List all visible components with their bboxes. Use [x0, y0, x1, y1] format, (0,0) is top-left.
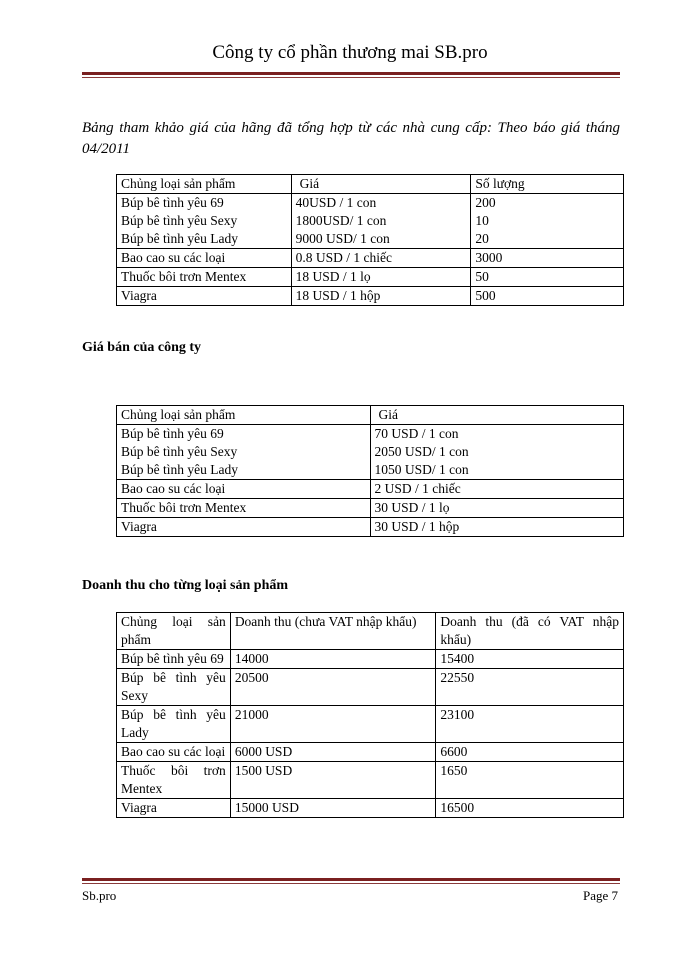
table-cell: 20500: [230, 669, 436, 706]
table-row: [117, 425, 624, 480]
column-header: Doanh thu (chưa VAT nhập khẩu): [230, 613, 436, 650]
table-cell: [370, 425, 624, 480]
table-row: [117, 287, 624, 306]
table-row: [117, 669, 624, 706]
table-cell: 18 USD / 1 hộp: [291, 287, 471, 306]
table-row: [117, 518, 624, 537]
cell-line: 40USD / 1 con: [295, 195, 377, 210]
intro-paragraph: Bảng tham khảo giá của hãng đã tổng hợp từ các nhà cung cấp: Theo báo giá tháng 04/2011: [82, 120, 620, 157]
cell-line: 2050 USD/ 1 con: [374, 444, 469, 459]
footer-rule-thin: [82, 883, 620, 884]
table-cell: Bao cao su các loại: [117, 480, 371, 499]
table-row: [117, 268, 624, 287]
cell-line: 20: [475, 231, 489, 246]
table-row: [117, 650, 624, 669]
table-cell: 18 USD / 1 lọ: [291, 268, 471, 287]
table-cell: 30 USD / 1 lọ: [370, 499, 624, 518]
column-header: Chủng loại sản phẩm: [117, 613, 231, 650]
table-cell: Bao cao su các loại: [117, 743, 231, 762]
footer-rule-thick: [82, 878, 620, 881]
cell-line: Búp bê tình yêu 69: [121, 195, 224, 210]
table-cell: 14000: [230, 650, 436, 669]
table-cell: 0.8 USD / 1 chiếc: [291, 249, 471, 268]
table-cell: [117, 194, 292, 249]
table-cell: [117, 425, 371, 480]
table-cell: Thuốc bôi trơn Mentex: [117, 268, 292, 287]
cell-line: 10: [475, 213, 489, 228]
table-row: [117, 499, 624, 518]
table-cell: 500: [471, 287, 624, 306]
cell-line: Búp bê tình yêu Sexy: [121, 213, 238, 228]
table-header-row: [117, 613, 624, 650]
column-header: Chủng loại sản phẩm: [117, 175, 292, 194]
table-cell: Thuốc bôi trơn Mentex: [117, 499, 371, 518]
column-header: Chủng loại sản phẩm: [117, 406, 371, 425]
header-rule-thin: [82, 77, 620, 78]
table-cell: [291, 194, 471, 249]
table-cell: 22550: [436, 669, 624, 706]
column-header: Số lượng: [471, 175, 624, 194]
table-cell: 21000: [230, 706, 436, 743]
reference-price-table: [116, 174, 624, 306]
cell-line: 1800USD/ 1 con: [295, 213, 387, 228]
cell-line: Búp bê tình yêu Lady: [121, 462, 238, 477]
table-cell: 3000: [471, 249, 624, 268]
cell-line: Búp bê tình yêu 69: [121, 426, 224, 441]
table-cell: 50: [471, 268, 624, 287]
header-rule-thick: [82, 72, 620, 75]
cell-line: 9000 USD/ 1 con: [295, 231, 390, 246]
table-row: [117, 762, 624, 799]
table-row: [117, 799, 624, 818]
revenue-table: [116, 612, 624, 818]
table-header-row: [117, 175, 624, 194]
table-row: [117, 249, 624, 268]
table-cell: Viagra: [117, 287, 292, 306]
footer-company: Sb.pro: [82, 888, 117, 903]
table-cell: 6600: [436, 743, 624, 762]
table-cell: Búp bê tình yêu 69: [117, 650, 231, 669]
table-row: [117, 194, 624, 249]
table-cell: Viagra: [117, 518, 371, 537]
table-cell: [471, 194, 624, 249]
column-header: Giá: [370, 406, 624, 425]
table-header-row: [117, 406, 624, 425]
cell-line: 1050 USD/ 1 con: [374, 462, 469, 477]
section-heading-revenue: Doanh thu cho từng loại sản phẩm: [82, 578, 289, 593]
cell-line: 70 USD / 1 con: [374, 426, 459, 441]
table-cell: Bao cao su các loại: [117, 249, 292, 268]
table-cell: 23100: [436, 706, 624, 743]
cell-line: 200: [475, 195, 496, 210]
table-cell: Thuốc bôi trơn Mentex: [117, 762, 231, 799]
page-header-title: Công ty cổ phần thương mai SB.pro: [212, 42, 488, 63]
column-header: Doanh thu (đã có VAT nhập khẩu): [436, 613, 624, 650]
company-price-table: [116, 405, 624, 537]
cell-line: Búp bê tình yêu Sexy: [121, 444, 238, 459]
table-cell: 16500: [436, 799, 624, 818]
table-cell: 30 USD / 1 hộp: [370, 518, 624, 537]
section-heading-company-price: Giá bán của công ty: [82, 340, 202, 355]
column-header: Giá: [291, 175, 471, 194]
table-row: [117, 706, 624, 743]
table-cell: Búp bê tình yêu Lady: [117, 706, 231, 743]
table-cell: Viagra: [117, 799, 231, 818]
table-cell: 2 USD / 1 chiếc: [370, 480, 624, 499]
table-cell: 15400: [436, 650, 624, 669]
table-cell: 1500 USD: [230, 762, 436, 799]
table-cell: 6000 USD: [230, 743, 436, 762]
table-row: [117, 480, 624, 499]
table-row: [117, 743, 624, 762]
footer-page-number: Page 7: [582, 888, 618, 903]
table-cell: Búp bê tình yêu Sexy: [117, 669, 231, 706]
cell-line: Búp bê tình yêu Lady: [121, 231, 238, 246]
table-cell: 1650: [436, 762, 624, 799]
table-cell: 15000 USD: [230, 799, 436, 818]
